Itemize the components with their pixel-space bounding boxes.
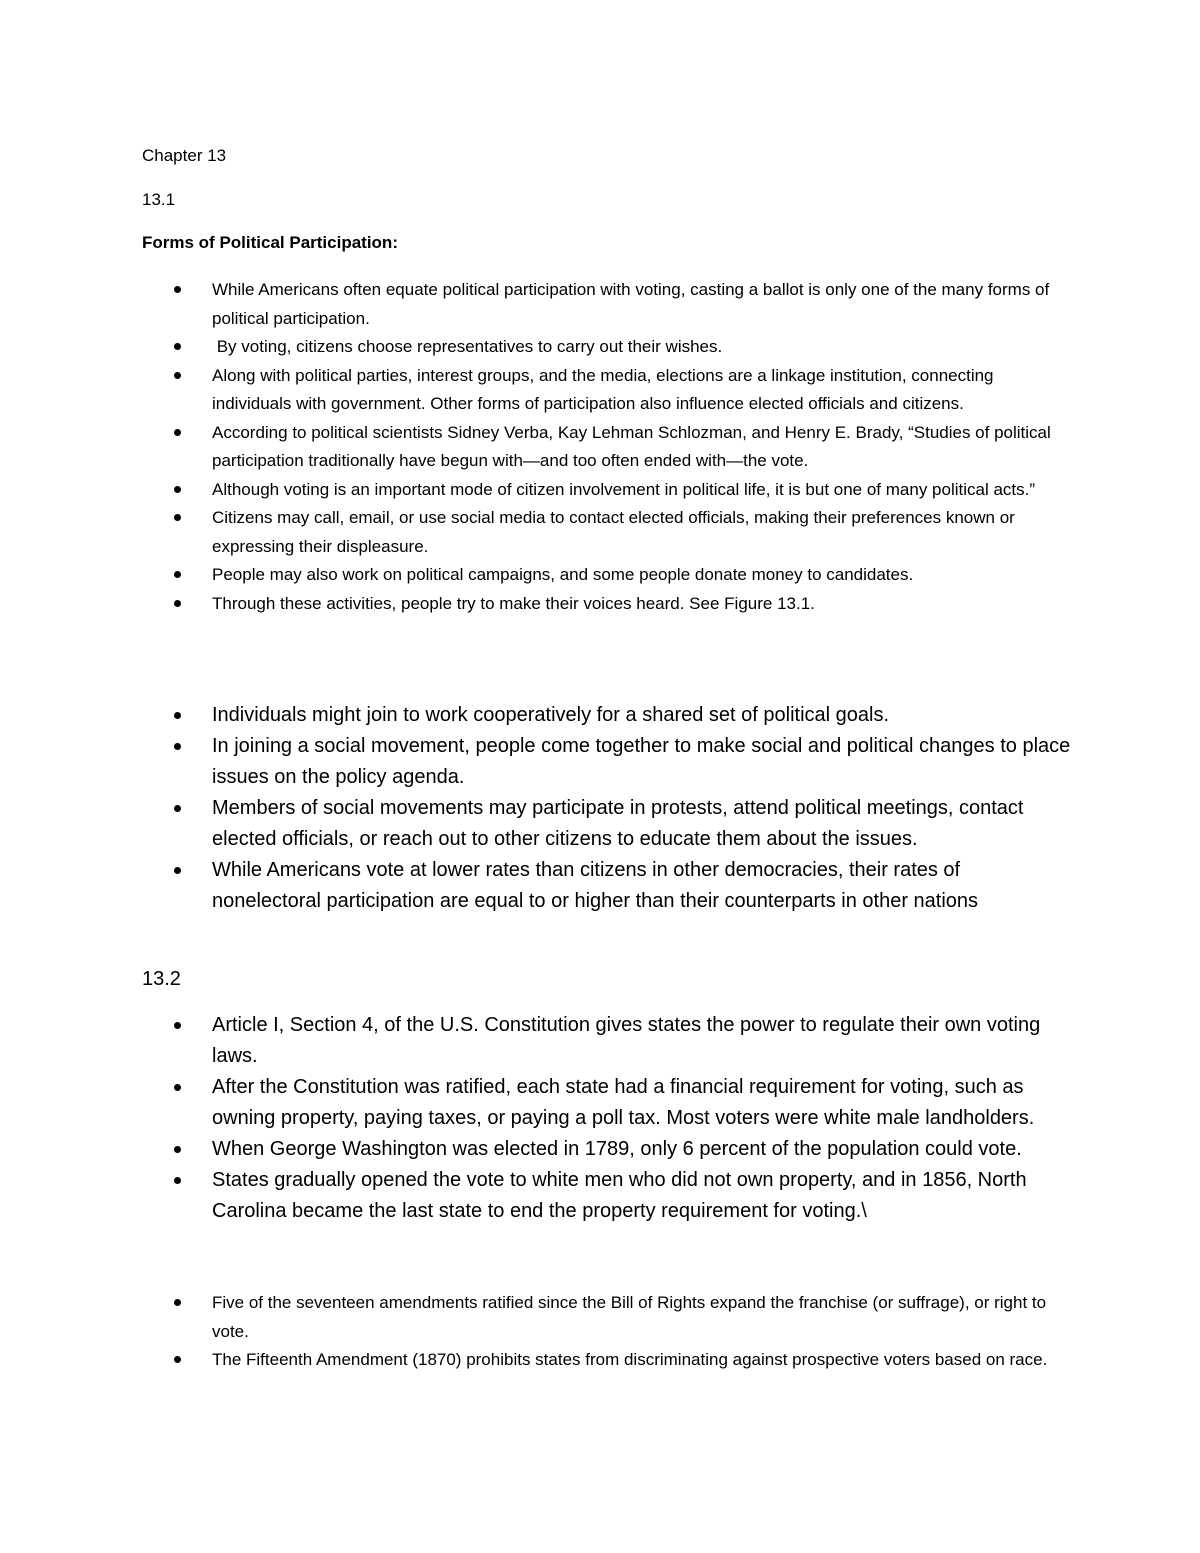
list-item <box>142 476 1072 505</box>
list-item <box>142 793 1072 855</box>
chapter-label: Chapter 13 <box>142 146 227 165</box>
list-item <box>142 700 1072 731</box>
list-item <box>142 276 1072 333</box>
list-item <box>142 362 1072 419</box>
list-item <box>142 590 1072 619</box>
bullet-icon <box>174 343 181 350</box>
bullet-icon <box>174 286 181 293</box>
list-item <box>142 1289 1072 1346</box>
bullet-icon <box>174 743 181 750</box>
bullet-icon <box>174 571 181 578</box>
list-item-text: In joining a social movement, people come together to make social and political changes to place issues on the policy agenda. <box>212 735 1071 788</box>
section-number: 13.1 <box>142 190 176 209</box>
bullet-icon <box>174 1022 181 1029</box>
list-item-text: People may also work on political campaigns, and some people donate money to candidates. <box>212 565 914 584</box>
list-item <box>142 855 1072 917</box>
list-item-text: Through these activities, people try to make their voices heard. See Figure 13.1. <box>212 593 815 613</box>
list-item-text: Five of the seventeen amendments ratified since the Bill of Rights expand the franchise (or suffrage), or right to vote. <box>212 1293 1047 1341</box>
list-item <box>142 1134 1072 1165</box>
bullet-icon <box>174 429 181 436</box>
list-item <box>142 1346 1072 1375</box>
bullet-icon <box>174 805 181 812</box>
list-item-text: The Fifteenth Amendment (1870) prohibits states from discriminating against prospective voters based on race. <box>212 1350 1048 1369</box>
list-item-text: Article I, Section 4, of the U.S. Constitution gives states the power to regulate their own voting laws. <box>212 1014 1041 1067</box>
list-item-text: According to political scientists Sidney Verba, Kay Lehman Schlozman, and Henry E. Brady, “Studies of political participation traditionally have begun with—and too often ended with—the vote. <box>212 422 1051 470</box>
list-item-text: Members of social movements may participate in protests, attend political meetings, contact elected officials, or reach out to other citizens to educate them about the issues. <box>212 797 1024 850</box>
bullet-icon <box>174 372 181 379</box>
list-item-text: After the Constitution was ratified, each state had a financial requirement for voting, such as owning property, paying taxes, or paying a poll tax. Most voters were white male landholders. <box>212 1076 1035 1129</box>
bullet-list <box>142 1289 1072 1375</box>
bullet-icon <box>174 712 181 719</box>
bullet-list <box>142 1010 1072 1227</box>
bullet-icon <box>174 600 181 607</box>
list-item-text: While Americans vote at lower rates than citizens in other democracies, their rates of nonelectoral participation are equal to or higher than their counterparts in other nations <box>212 859 979 912</box>
bullet-icon <box>174 1177 181 1184</box>
list-item <box>142 333 1072 362</box>
list-item <box>142 1010 1072 1072</box>
bullet-icon <box>174 514 181 521</box>
bullet-list <box>142 700 1072 917</box>
list-item <box>142 1165 1072 1227</box>
bullet-icon <box>174 486 181 493</box>
section-title: Forms of Political Participation: <box>142 233 398 252</box>
list-item-text: While Americans often equate political participation with voting, casting a ballot is only one of the many forms of political participation. <box>212 280 1050 328</box>
bullet-icon <box>174 1299 181 1306</box>
list-item <box>142 561 1072 590</box>
list-item-text: By voting, citizens choose representatives to carry out their wishes. <box>212 337 723 356</box>
bullet-icon <box>174 867 181 874</box>
list-item-text: Individuals might join to work cooperatively for a shared set of political goals. <box>212 704 890 726</box>
list-item-text: When George Washington was elected in 1789, only 6 percent of the population could vote. <box>212 1138 1022 1160</box>
section-number: 13.2 <box>142 968 181 990</box>
list-item <box>142 419 1072 476</box>
list-item <box>142 1072 1072 1134</box>
bullet-icon <box>174 1146 181 1153</box>
list-item <box>142 504 1072 561</box>
bullet-icon <box>174 1356 181 1363</box>
list-item-text: States gradually opened the vote to white men who did not own property, and in 1856, North Carolina became the last state to end the property requirement for voting.\ <box>212 1169 1027 1222</box>
list-item-text: Citizens may call, email, or use social media to contact elected officials, making their preferences known or expressing their displeasure. <box>212 508 1015 556</box>
list-item <box>142 731 1072 793</box>
bullet-list <box>142 276 1072 618</box>
bullet-icon <box>174 1084 181 1091</box>
list-item-text: Although voting is an important mode of citizen involvement in political life, it is but one of many political acts.” <box>212 479 1036 499</box>
list-item-text: Along with political parties, interest groups, and the media, elections are a linkage institution, connecting individuals with government. Other forms of participation also influence elected officials and citizens. <box>212 365 994 413</box>
